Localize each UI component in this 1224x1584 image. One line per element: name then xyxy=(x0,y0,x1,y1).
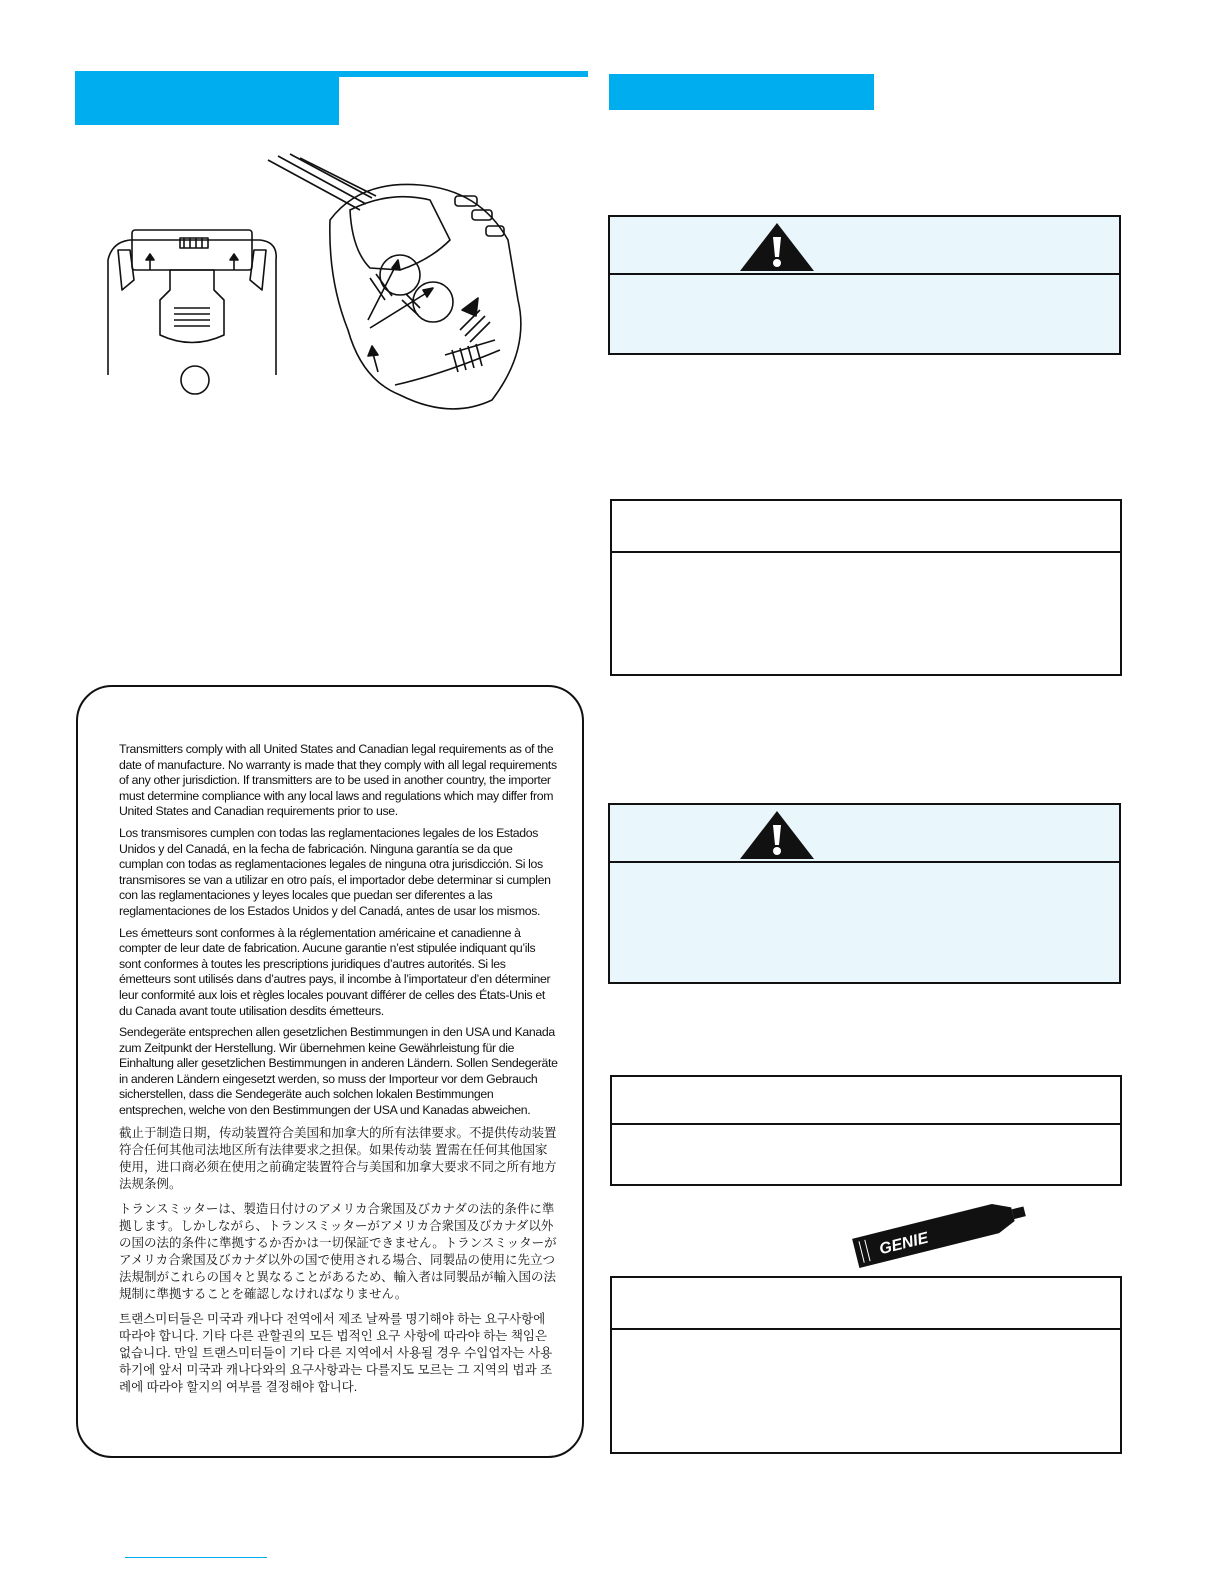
notice-box-1-header xyxy=(612,501,1120,553)
legal-chinese: 截止于制造日期，传动装置符合美国和加拿大的所有法律要求。不提供传动装置符合任何其他司法地区所有法律要求之担保。如果传动装 置需在任何其他国家使用，进口商必须在使用之前确定装置符合与美国和加拿大要求不同之所有地方法规条例。 xyxy=(119,1125,557,1191)
notice-box-3 xyxy=(610,1276,1122,1454)
legal-compliance-box xyxy=(76,685,584,1458)
grease-tube-body xyxy=(852,1200,1016,1268)
callout-circle xyxy=(181,366,209,394)
legal-spanish: Los transmisores cumplen con todas las reglamentaciones legales de los Estados Unidos y del Canadá, en la fecha de fabricación. Ninguna garantía se da que cumplan con todas as reglamentaciones legales de ninguna otra jurisdicción. Si los transmisores se van a utilizar en otro país, el importador debe determinar si cumplen con las reglamentaciones y leyes locales que puedan ser diferentes a las reglamentaciones de los Estados Unidos y del Canadá, antes de usar los mismos. xyxy=(119,825,551,918)
legal-korean: 트랜스미터들은 미국과 캐나다 전역에서 제조 날짜를 명기해야 하는 요구사항에 따라야 합니다. 기타 다른 관할권의 모든 법적인 요구 사항에 따라야 하는 책임은 없습니다. 만일 트랜스미터들이 기타 다른 지역에서 사용될 경우 수입업자는 사용하기에 앞서 미국과 캐나다와의 요구사항과는 다를지도 모르는 그 지역의 법과 조례에 따라야 할지의 여부를 결정해야 합니다. xyxy=(119,1311,553,1394)
legal-french: Les émetteurs sont conformes à la réglementation américaine et canadienne à compter de leur date de fabrication. Aucune garantie n’est stipulée indiquant qu’ils sont conformes à toutes les prescriptions juridiques d’autres autorités. Si les émetteurs sont utilisés dans d’autres pays, il incombe à l’importateur d’en déterminer leur conformité aux lois et règles locales pouvant différer de celles des États-Unis et du Canada avant toute utilisation desdits émetteurs. xyxy=(119,925,551,1018)
legal-english: Transmitters comply with all United States and Canadian legal requirements as of the date of manufacture. No warranty is made that they comply with all legal requirements of any other jurisdiction. If transmitters are to be used in another country, the importer must determine compliance with any local laws and regulations which may differ from United States and Canadian requirements prior to use. xyxy=(119,742,557,819)
warning-box-2-header xyxy=(610,805,1119,863)
grease-tube-brand: GENIE xyxy=(877,1229,931,1259)
warning-triangle-icon xyxy=(738,809,816,861)
warning-box-1 xyxy=(608,215,1121,355)
grease-tube-illustration xyxy=(848,1196,1033,1272)
notice-box-2-header xyxy=(612,1077,1120,1125)
warning-box-2 xyxy=(608,803,1121,984)
notice-box-3-header xyxy=(612,1278,1120,1330)
legal-compliance-text xyxy=(119,742,559,1404)
legal-japanese: トランスミッターは、製造日付けのアメリカ合衆国及びカナダの法的条件に準拠します。しかしながら、トランスミッターがアメリカ合衆国及びカナダ以外の国の法的条件に準拠するか否かは一切保証できません。トランスミッターがアメリカ合衆国及びカナダ以外の国で使用される場合、同製品の使用に先立つ法規制がこれらの国々と異なることがあるため、輸入者は同製品が輸入国の法規制に準拠することを確認しなければなりません。 xyxy=(119,1201,557,1301)
battery-install-illustration xyxy=(100,150,560,420)
warning-box-1-header xyxy=(610,217,1119,275)
warning-triangle-icon xyxy=(738,221,816,273)
notice-box-2 xyxy=(610,1075,1122,1186)
right-section-header-tab xyxy=(609,74,874,110)
footer-rule xyxy=(125,1557,267,1558)
left-section-header-tab xyxy=(75,71,339,125)
notice-box-1 xyxy=(610,499,1122,676)
legal-german: Sendegeräte entsprechen allen gesetzlichen Bestimmungen in den USA und Kanada zum Zeitpunkt der Herstellung. Wir übernehmen keine Gewährleistung für die Einhaltung aller gesetzlichen Bestimmungen in anderen Ländern. Sollen Sendegeräte in anderen Ländern eingesetzt werden, so muss der Importeur vor dem Gebrauch sicherstellen, dass die Sendegeräte auch solchen lokalen Bestimmungen entsprechen, welche von den Bestimmungen der USA und Kanadas abweichen. xyxy=(119,1025,558,1118)
